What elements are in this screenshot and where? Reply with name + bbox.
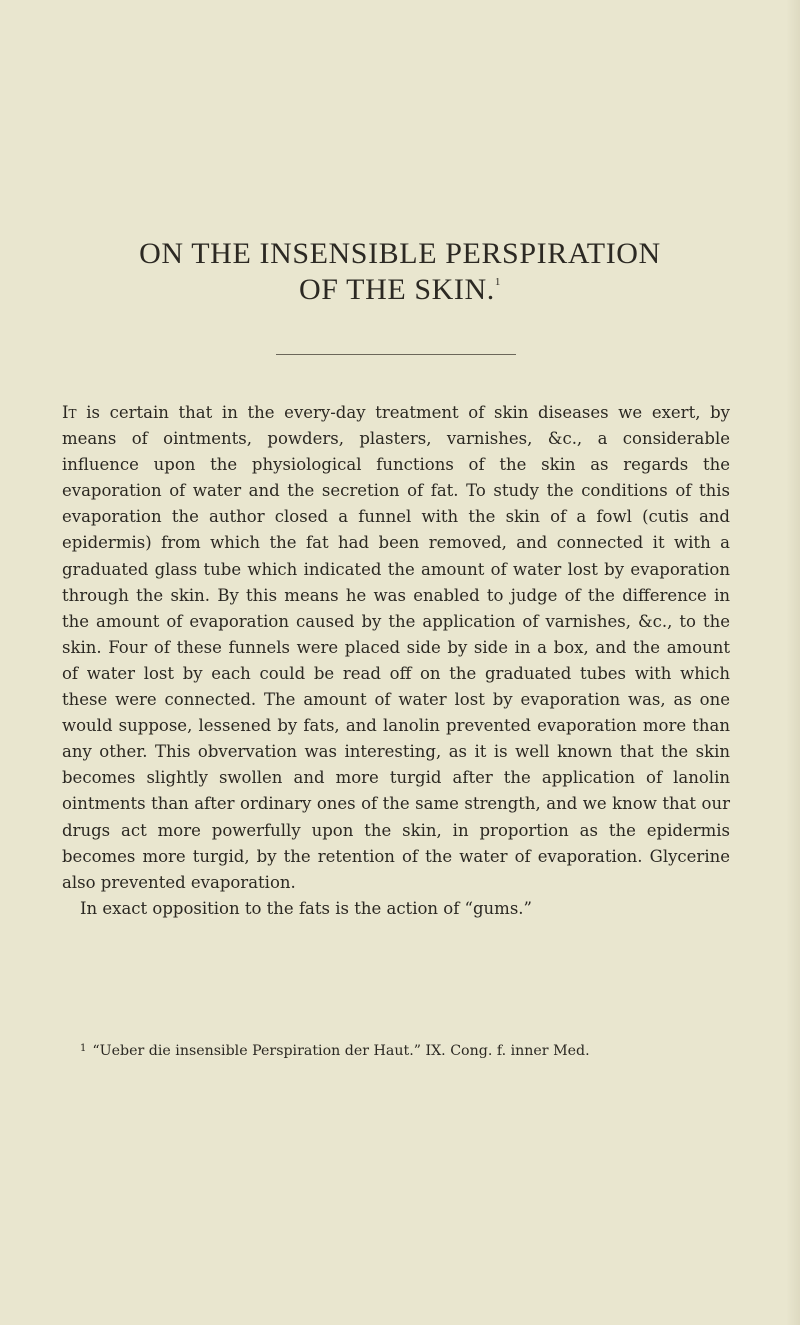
paragraph-2: In exact opposition to the fats is the action of “gums.” <box>80 898 532 918</box>
page-title-line-2 <box>0 273 800 307</box>
footnote-text: “Ueber die insensible Perspiration der Haut.” IX. Cong. f. inner Med. <box>92 1043 590 1059</box>
page-edge-shading <box>786 0 800 1325</box>
paragraph-1 <box>62 400 730 896</box>
title-text-2: OF THE SKIN. <box>299 273 495 306</box>
paragraph-1-text: is certain that in the every-day treatment of skin diseases we exert, by means of ointments, powders, plasters, varnishes, &c., a considerable influence upon the physiological functions of the skin as regards the evaporation of water and the secretion of fat. To study the conditions of this evaporation the author closed a funnel with the skin of a fowl (cutis and epidermis) from which the fat had been removed, and connected it with a graduated glass tube which indicated the amount of water lost by evaporation through the skin. By this means he was enabled to judge of the difference in the amount of evaporation caused by the application of varnishes, &c., to the skin. Four of these funnels were placed side by side in a box, and the amount of water lost by each could be read off on the graduated tubes with which these were connected. The amount of water lost by evaporation was, as one would suppose, lessened by fats, and lanolin prevented evaporation more than any other. This obvervation was interesting, as it is well known that the skin becomes slightly swollen and more turgid after the application of lanolin ointments than after ordinary ones of the same strength, and we know that our drugs act more powerfully upon the skin, in proportion as the epidermis becomes more turgid, by the retention of the water of evaporation. Glycerine also prevented evaporation. <box>62 403 730 892</box>
article-body <box>62 400 730 922</box>
title-text-1: ON THE INSENSIBLE PERSPIRATION <box>139 237 661 270</box>
title-footnote-ref: 1 <box>494 276 501 288</box>
lead-word: It <box>62 403 77 422</box>
footnote-mark: 1 <box>80 1043 87 1054</box>
page-title-line-1 <box>0 237 800 271</box>
title-divider <box>276 354 516 355</box>
footnote <box>62 1038 730 1062</box>
